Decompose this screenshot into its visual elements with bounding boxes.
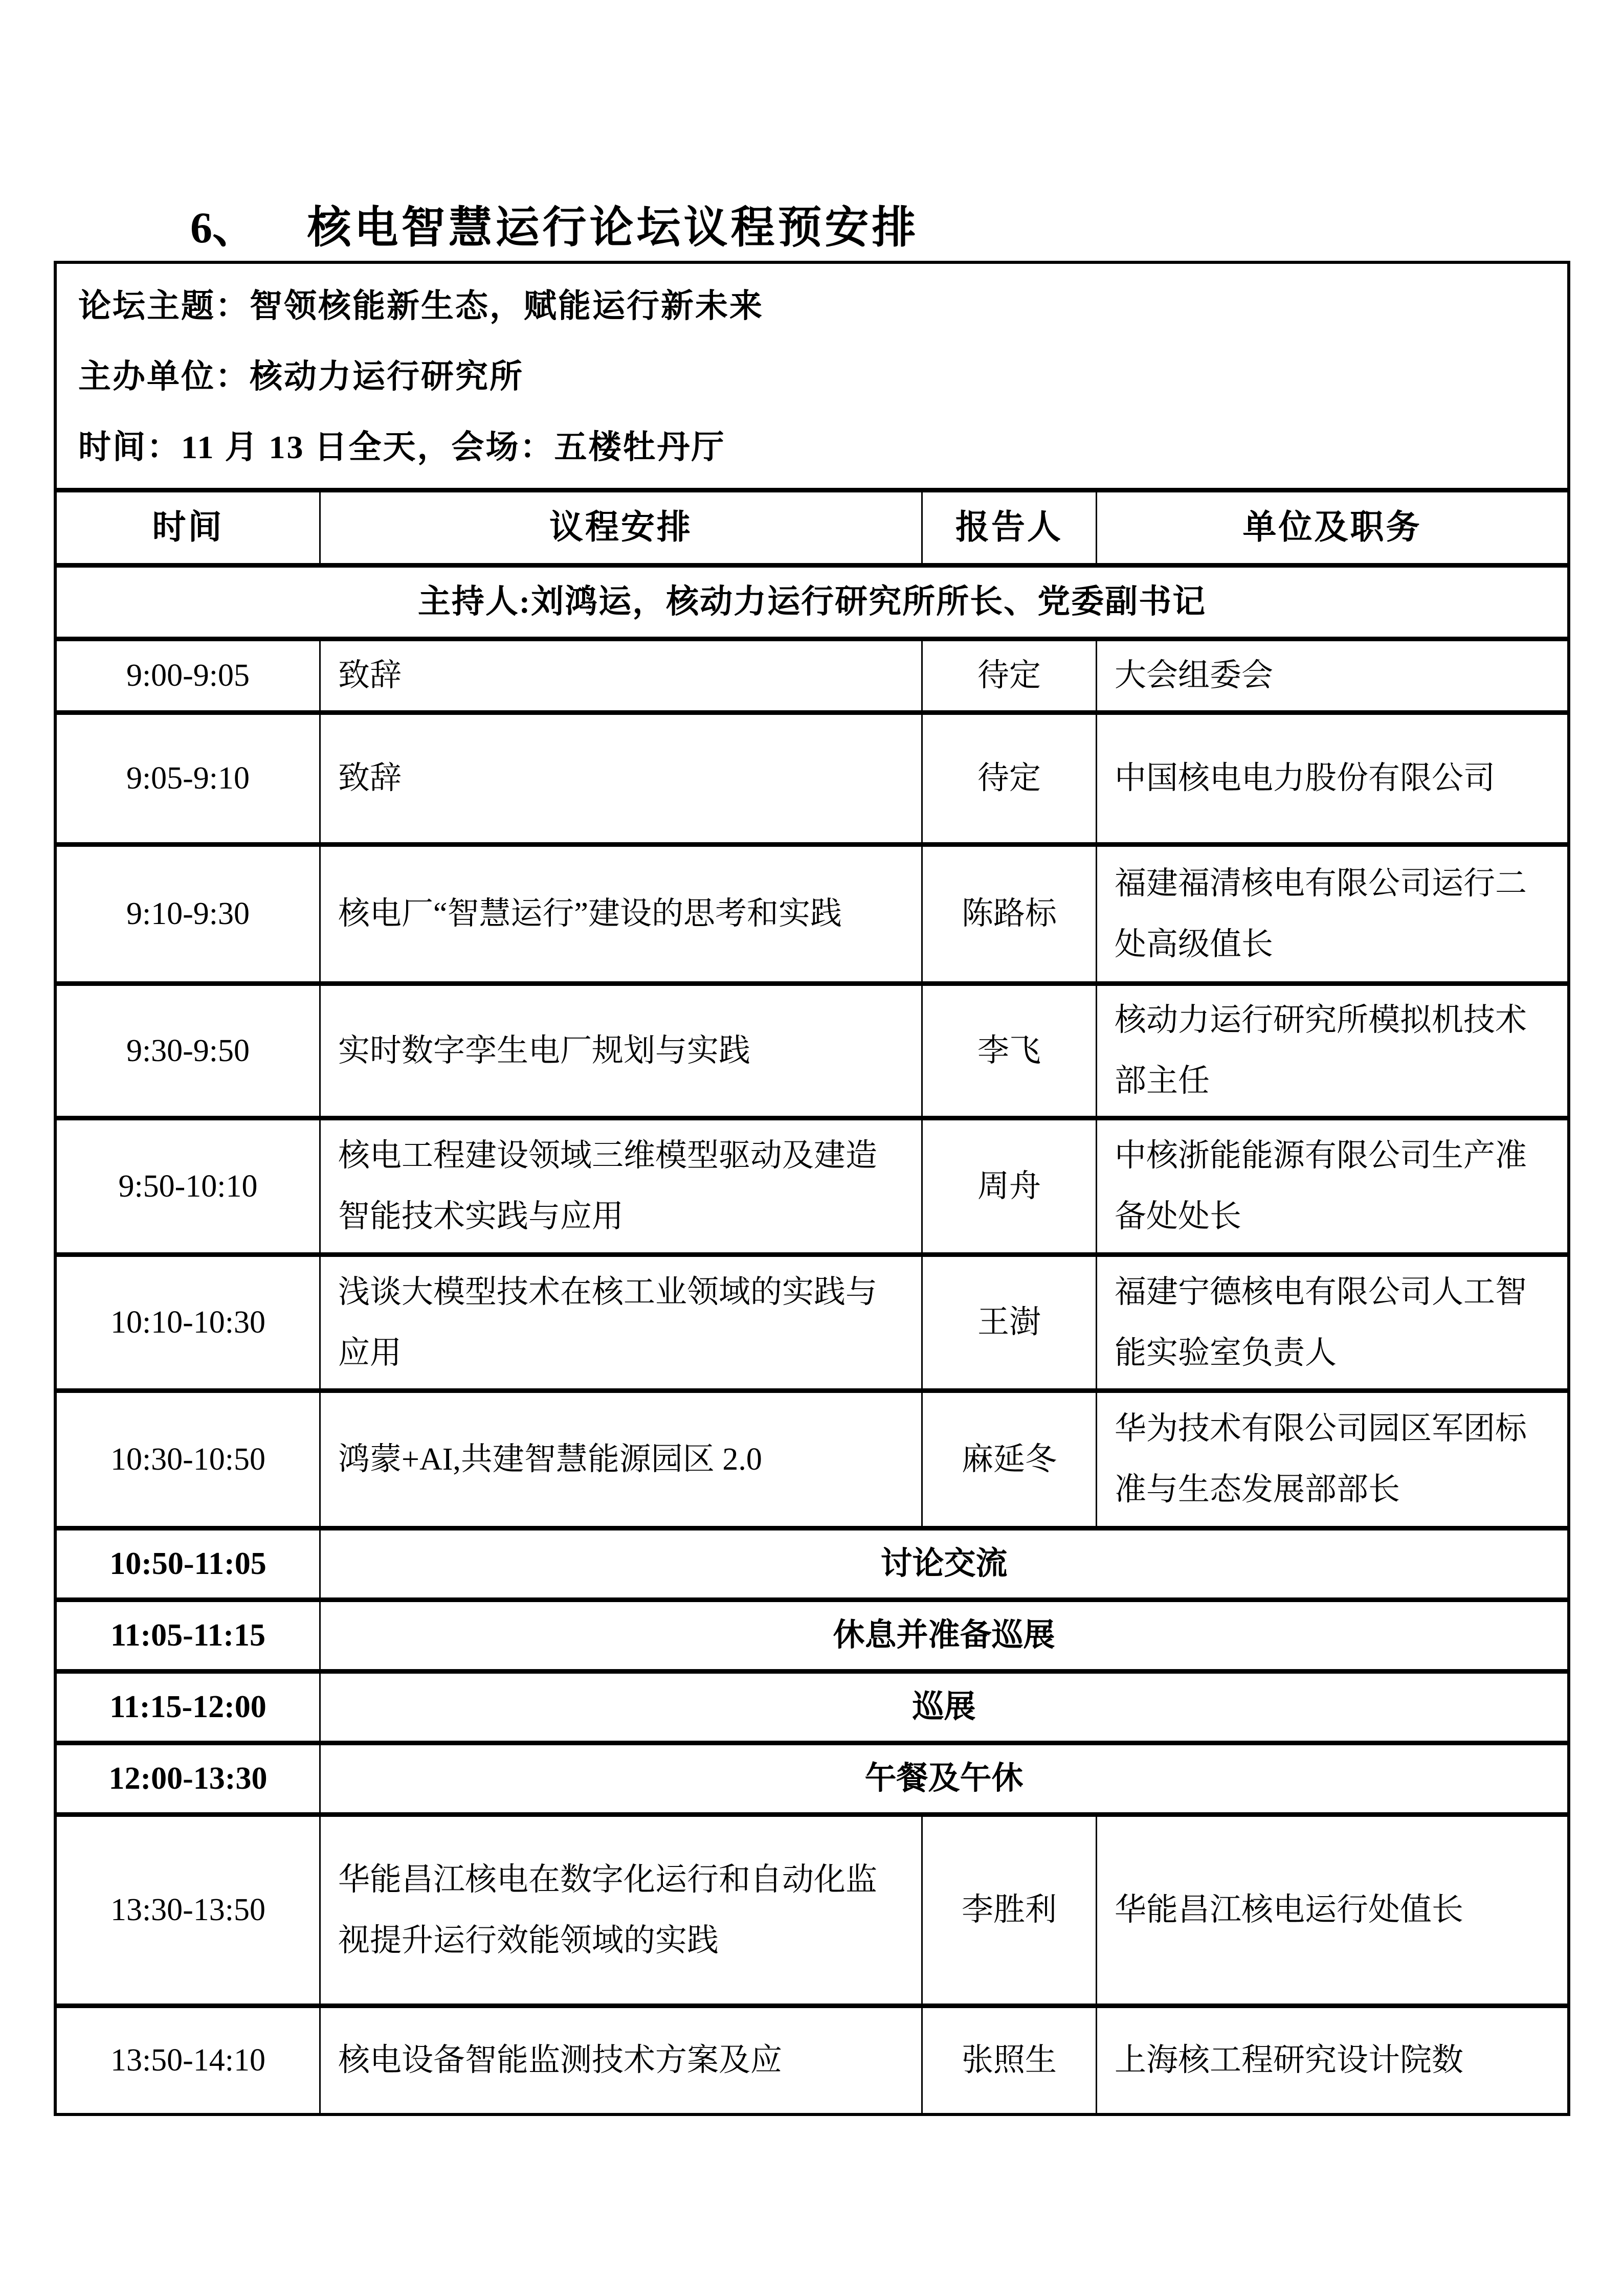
table-row [57, 710, 1567, 842]
time-cell: 9:10-9:30 [126, 896, 250, 932]
org-cell: 核动力运行研究所模拟机技术部主任 [1096, 986, 1567, 1116]
time-cell: 10:50-11:05 [109, 1546, 266, 1582]
header-time: 时间 [152, 508, 224, 546]
org-cell: 福建宁德核电有限公司人工智能实验室负责人 [1096, 1257, 1567, 1388]
time-cell: 9:30-9:50 [126, 1033, 250, 1068]
forum-organizer: 主办单位：核动力运行研究所 [78, 358, 524, 395]
speaker-cell: 张照生 [921, 2008, 1096, 2113]
title-text: 核电智慧运行论坛议程预安排 [307, 203, 919, 252]
agenda-cell: 致辞 [319, 715, 921, 842]
agenda-cell: 实时数字孪生电厂规划与实践 [319, 986, 921, 1116]
table-row [57, 1669, 1567, 1741]
table-row [57, 1812, 1567, 2004]
table-row [57, 2004, 1567, 2113]
time-cell: 9:50-10:10 [118, 1168, 258, 1204]
table-row [57, 1741, 1567, 1812]
header-speaker: 报告人 [921, 492, 1096, 564]
moderator-cell: 主持人:刘鸿运，核动力运行研究所所长、党委副书记 [417, 583, 1207, 620]
speaker-cell: 待定 [921, 715, 1096, 842]
time-cell: 13:30-13:50 [110, 1893, 266, 1928]
speaker-cell: 待定 [921, 641, 1096, 710]
agenda-cell: 浅谈大模型技术在核工业领域的实践与应用 [319, 1257, 921, 1388]
table-row [57, 1388, 1567, 1526]
org-cell: 华为技术有限公司园区军团标准与生态发展部部长 [1096, 1393, 1567, 1526]
org-cell: 福建福清核电有限公司运行二处高级值长 [1096, 847, 1567, 981]
time-cell: 10:30-10:50 [110, 1442, 266, 1477]
time-cell: 13:50-14:10 [110, 2043, 266, 2078]
moderator-row [57, 563, 1567, 637]
agenda-cell: 鸿蒙+AI,共建智慧能源园区 2.0 [319, 1393, 921, 1526]
time-cell: 9:00-9:05 [126, 658, 250, 693]
speaker-cell: 王澍 [921, 1257, 1096, 1388]
forum-datetime: 时间：11 月 13 日全天，会场：五楼牡丹厅 [78, 429, 726, 465]
header-agenda: 议程安排 [319, 492, 921, 564]
table-row [57, 1116, 1567, 1252]
org-cell: 中核浙能能源有限公司生产准备处处长 [1096, 1120, 1567, 1252]
org-cell: 中国核电电力股份有限公司 [1096, 715, 1567, 842]
time-cell: 10:10-10:30 [110, 1305, 266, 1340]
table-row [57, 1597, 1567, 1669]
time-cell: 11:05-11:15 [110, 1618, 266, 1653]
table-row [57, 1526, 1567, 1597]
forum-info-block [57, 264, 1567, 488]
time-cell: 11:15-12:00 [109, 1690, 266, 1725]
org-cell: 华能昌江核电运行处值长 [1096, 1817, 1567, 2004]
title-number: 6、 [190, 203, 256, 252]
table-row [57, 842, 1567, 981]
agenda-cell: 华能昌江核电在数字化运行和自动化监视提升运行效能领域的实践 [319, 1817, 921, 2004]
forum-theme: 论坛主题：智领核能新生态，赋能运行新未来 [78, 287, 764, 324]
table-header-row [57, 488, 1567, 564]
agenda-cell: 核电设备智能监测技术方案及应 [319, 2008, 921, 2113]
merged-activity-cell: 讨论交流 [319, 1530, 1567, 1597]
header-org: 单位及职务 [1096, 492, 1567, 564]
org-cell: 上海核工程研究设计院数 [1096, 2008, 1567, 2113]
table-row [57, 1252, 1567, 1388]
agenda-table-body [57, 637, 1567, 2113]
speaker-cell: 周舟 [921, 1120, 1096, 1252]
merged-activity-cell: 午餐及午休 [319, 1745, 1567, 1812]
speaker-cell: 陈路标 [921, 847, 1096, 981]
agenda-cell: 致辞 [319, 641, 921, 710]
agenda-table [54, 261, 1570, 2117]
time-cell: 12:00-13:30 [108, 1761, 268, 1796]
time-cell: 9:05-9:10 [126, 761, 250, 796]
page-title [190, 200, 1624, 256]
speaker-cell: 李胜利 [921, 1817, 1096, 2004]
agenda-cell: 核电工程建设领域三维模型驱动及建造智能技术实践与应用 [319, 1120, 921, 1252]
speaker-cell: 李飞 [921, 986, 1096, 1116]
merged-activity-cell: 巡展 [319, 1674, 1567, 1741]
agenda-cell: 核电厂“智慧运行”建设的思考和实践 [319, 847, 921, 981]
org-cell: 大会组委会 [1096, 641, 1567, 710]
merged-activity-cell: 休息并准备巡展 [319, 1602, 1567, 1669]
table-row [57, 981, 1567, 1116]
speaker-cell: 麻延冬 [921, 1393, 1096, 1526]
table-row [57, 637, 1567, 710]
